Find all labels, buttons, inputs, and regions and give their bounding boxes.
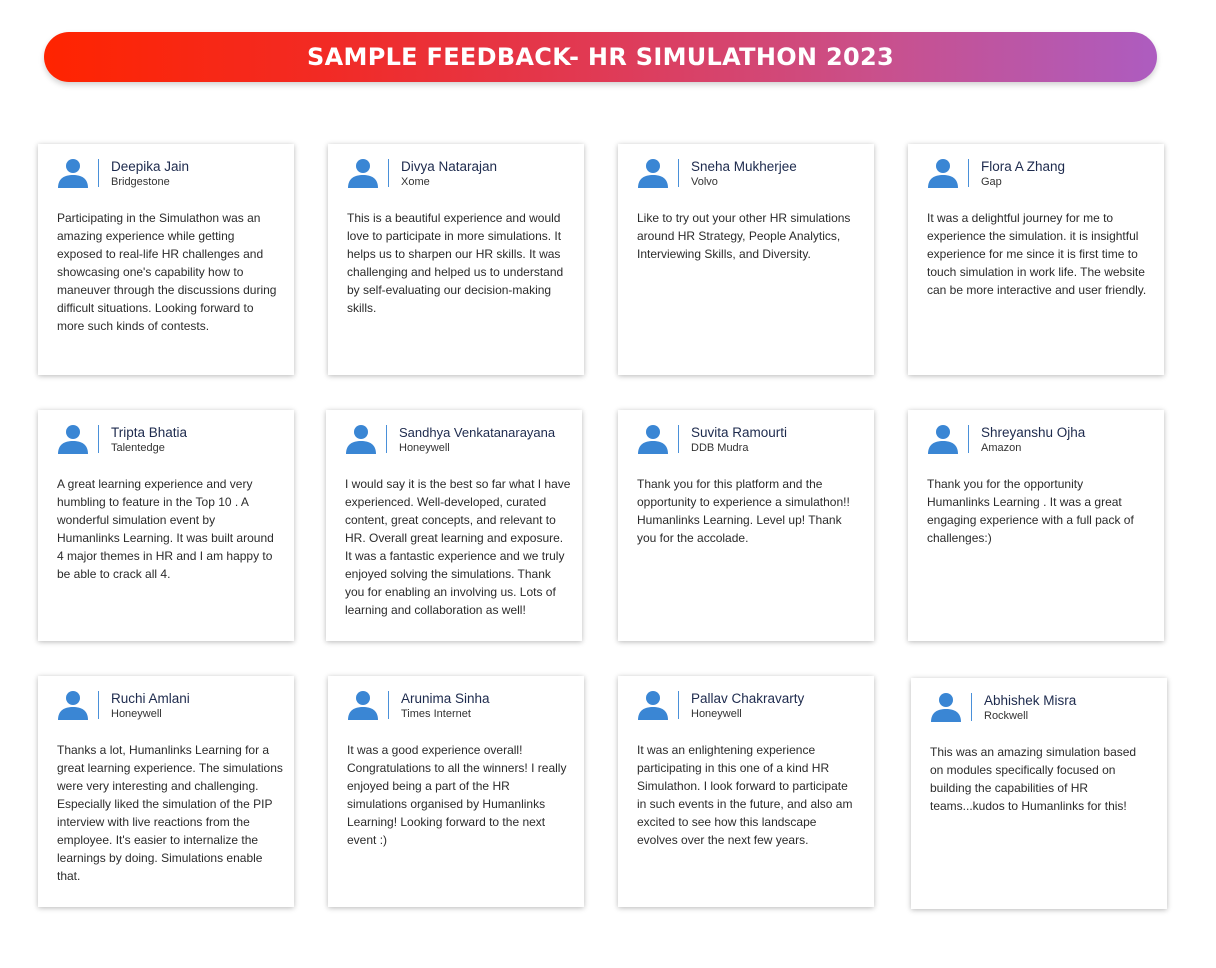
feedback-text: Thank you for this platform and the opportunity to experience a simulathon!! Humanlinks Learning. Level up! Thank you for the accolade. xyxy=(637,477,850,545)
feedback-card xyxy=(908,144,1164,375)
reviewer-name: Ruchi Amlani xyxy=(111,690,190,706)
divider xyxy=(971,693,972,721)
reviewer-name: Abhishek Misra xyxy=(984,692,1077,708)
divider xyxy=(968,425,969,453)
user-icon xyxy=(57,423,89,455)
reviewer-name: Pallav Chakravarty xyxy=(691,690,805,706)
reviewer-name: Arunima Sinha xyxy=(401,690,490,706)
feedback-card xyxy=(328,676,584,907)
reviewer-name: Tripta Bhatia xyxy=(111,424,188,440)
reviewer-company: Times Internet xyxy=(401,707,471,720)
reviewer-name: Flora A Zhang xyxy=(981,158,1066,174)
feedback-text: It was a delightful journey for me to experience the simulation. it is insightful experience for me since it is first time to touch simulation in work life. The website can be more interactive and user friendly. xyxy=(927,211,1147,297)
feedback-text: This is a beautiful experience and would love to participate in more simulations. It helps us to sharpen our HR skills. It was challenging and helped us to understand by self-evaluating our decision-making skills. xyxy=(347,211,564,315)
user-icon xyxy=(57,157,89,189)
reviewer-company: Talentedge xyxy=(111,441,165,454)
feedback-card xyxy=(618,410,874,641)
feedback-text: It was a good experience overall! Congratulations to all the winners! I really enjoyed being a part of the HR simulations organised by Humanlinks Learning! Looking forward to the next event :) xyxy=(347,743,567,847)
divider xyxy=(678,159,679,187)
feedback-text: A great learning experience and very humbling to feature in the Top 10 . A wonderful simulation event by Humanlinks Learning. It was built around 4 major themes in HR and I am happy to be able to crack all 4. xyxy=(57,477,274,581)
feedback-text: It was an enlightening experience participating in this one of a kind HR Simulathon. I look forward to participate in such events in the future, and also am excited to see how this landscape evolves over the next few years. xyxy=(637,743,853,847)
reviewer-name: Suvita Ramourti xyxy=(691,424,788,440)
reviewer-company: Rockwell xyxy=(984,709,1029,722)
user-icon xyxy=(927,157,959,189)
title-banner xyxy=(44,32,1157,82)
reviewer-name: Sneha Mukherjee xyxy=(691,158,797,174)
user-icon xyxy=(927,423,959,455)
feedback-text: Like to try out your other HR simulations around HR Strategy, People Analytics, Interviewing Skills, and Diversity. xyxy=(637,211,851,261)
user-icon xyxy=(345,423,377,455)
reviewer-company: Honeywell xyxy=(111,707,162,720)
divider xyxy=(386,425,387,453)
feedback-card xyxy=(38,410,294,641)
feedback-card xyxy=(908,410,1164,641)
feedback-text: Participating in the Simulathon was an amazing experience while getting exposed to real-life HR challenges and showcasing one's capability how to maneuver through the discussions during difficult situations. Looking forward to more such kinds of contests. xyxy=(57,211,277,333)
divider xyxy=(678,691,679,719)
reviewer-company: Honeywell xyxy=(399,441,450,454)
feedback-card xyxy=(328,144,584,375)
user-icon xyxy=(637,423,669,455)
feedback-card xyxy=(38,144,294,375)
page-title: SAMPLE FEEDBACK- HR SIMULATHON 2023 xyxy=(307,43,894,71)
feedback-text: This was an amazing simulation based on modules specifically focused on building the capabilities of HR teams...kudos to Humanlinks for this! xyxy=(930,745,1137,813)
divider xyxy=(98,425,99,453)
divider xyxy=(98,159,99,187)
reviewer-company: Honeywell xyxy=(691,707,742,720)
user-icon xyxy=(930,691,962,723)
divider xyxy=(968,159,969,187)
feedback-card xyxy=(911,678,1167,909)
reviewer-name: Deepika Jain xyxy=(111,158,190,174)
reviewer-name: Divya Natarajan xyxy=(401,158,498,174)
reviewer-company: Amazon xyxy=(981,441,1022,454)
reviewer-company: Xome xyxy=(401,175,430,188)
feedback-card xyxy=(326,410,582,641)
user-icon xyxy=(57,689,89,721)
reviewer-company: Bridgestone xyxy=(111,175,170,188)
feedback-card xyxy=(618,144,874,375)
user-icon xyxy=(637,689,669,721)
feedback-text: I would say it is the best so far what I have experienced. Well-developed, curated content, great concepts, and relevant to HR. Overall great learning and exposure. It was a fantastic experience and we truly enjoyed solving the simulations. Thank you for enabling an involving us. Lots of learning and collaboration as well! xyxy=(345,477,571,617)
feedback-text: Thank you for the opportunity Humanlinks Learning . It was a great engaging experience with a full pack of challenges:) xyxy=(927,477,1134,545)
feedback-card xyxy=(618,676,874,907)
feedback-text: Thanks a lot, Humanlinks Learning for a great learning experience. The simulations were very interesting and challenging. Especially liked the simulation of the PIP interview with live reactions from the employee. It's easier to internalize the learnings by doing. Simulations enable that. xyxy=(57,743,283,883)
divider xyxy=(678,425,679,453)
reviewer-name: Shreyanshu Ojha xyxy=(981,424,1086,440)
divider xyxy=(388,159,389,187)
reviewer-company: DDB Mudra xyxy=(691,441,749,454)
user-icon xyxy=(347,689,379,721)
reviewer-name: Sandhya Venkatanarayana xyxy=(399,424,556,440)
user-icon xyxy=(347,157,379,189)
reviewer-company: Gap xyxy=(981,175,1002,188)
user-icon xyxy=(637,157,669,189)
divider xyxy=(388,691,389,719)
feedback-card xyxy=(38,676,294,907)
reviewer-company: Volvo xyxy=(691,175,718,188)
divider xyxy=(98,691,99,719)
